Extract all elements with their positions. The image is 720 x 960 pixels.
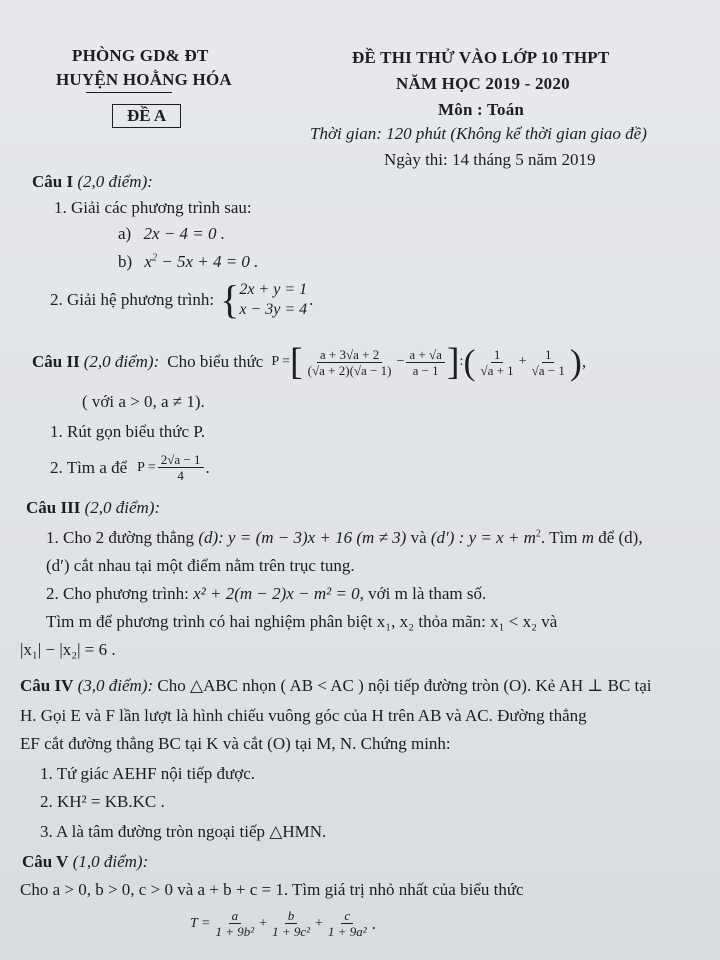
q2-f2-den: a − 1 [412,362,439,378]
q5-fraction-1 [212,908,257,939]
equation-system [239,280,307,320]
q1-part2: 2. Giải hệ phương trình: { 2x + y = 1 x − 3y = 4 . [50,277,314,322]
q4-line3: EF cắt đường thẳng BC tại K và cắt (O) tại M, N. Chứng minh: [20,734,451,753]
close-paren: ) [569,342,582,382]
q2-fraction-4 [529,347,568,378]
q2-f1-num: a + 3√a + 2 [317,347,382,363]
q1-part1b-eq-post: − 5x + 4 = 0 . [156,252,259,271]
q3-title: Câu III [26,498,81,517]
q5-t2-den: 1 + 9c² [272,924,311,939]
q2-part2: 2. Tìm a để P = $\frac{2√a - 1}{4}$ . [50,452,210,483]
q2-intro: Cho biểu thức [167,352,264,371]
q3-heading [26,498,160,518]
q2-points: (2,0 điểm): [83,352,160,371]
q5-t1-num: a [229,908,242,924]
duration: Thời gian: 120 phút (Không kể thời gian giao đề) [310,124,647,143]
q2-p-lhs: P = [271,354,291,369]
q3-p2-pre: 2. Cho phương trình: [46,584,189,603]
q1-part1b-label: b) [118,252,133,271]
q4-part3: 3. A là tâm đường tròn ngoại tiếp △HMN. [40,822,327,841]
q4-title: Câu IV [20,676,74,695]
q3-part1-line2: (d′) cắt nhau tại một điểm nằm trên trục tung. [46,556,355,575]
q5-title: Câu V [22,852,69,871]
q4-line2: H. Gọi E và F lần lượt là hình chiếu vuông góc của H trên AB và AC. Đường thẳng [20,706,587,725]
q2-f2-num: a + √a [406,347,445,363]
q5-t2-num: b [285,908,298,924]
q1-part1a-label: a) [118,224,132,243]
q1-part1b-eq-pre: x [144,252,152,271]
q2-part1: 1. Rút gọn biểu thức P. [50,422,206,441]
q2-part2-text: 2. Tìm a để [50,457,128,477]
system-eq2: x − 3y = 4 [239,301,308,318]
q1-part1: 1. Giải các phương trình sau: [54,198,252,217]
q3-p2-post: , với m là tham số. [359,584,487,603]
q3-p2-eq: x² + 2(m − 2)x − m² = 0 [193,584,360,603]
q5-line1: Cho a > 0, b > 0, c > 0 và a + b + c = 1. Tìm giá trị nhỏ nhất của biểu thức [20,880,524,899]
q5-heading [22,852,148,872]
exam-code-box: ĐỀ A [112,104,181,128]
header-underline [86,92,172,93]
q5-fraction-2 [269,908,313,939]
q5-points: (1,0 điểm): [72,852,149,871]
q5-expression: T = $\frac{a}{\text{1 + 9b²}}$ + $\frac{b}{\text{1 + 9c²}}$ + $\frac{c}{\text{1 + 9a²}}$ . [190,908,376,939]
q5-t-lhs: T = [190,915,211,931]
q1-title: Câu I [32,172,74,191]
q2-f3-num: 1 [491,347,504,363]
q3-part2b-line2: |x₁| − |x₂| = 6 . [20,640,116,659]
q1-part1a [118,224,225,244]
q3-p1-text-e: . Tìm [540,528,578,547]
q3-p1-line-d: (d): y = (m − 3)x + 16 (m ≠ 3) [198,528,407,547]
q3-points: (2,0 điểm): [84,498,161,517]
system-eq1: 2x + y = 1 [239,281,308,298]
q1-points: (2,0 điểm): [77,172,153,191]
exam-date: Ngày thi: 14 tháng 5 năm 2019 [384,150,596,169]
open-bracket: [ [290,341,303,383]
exam-title: ĐỀ THI THỬ VÀO LỚP 10 THPT [352,48,610,67]
q3-p1-text-a: 1. Cho 2 đường thẳng [46,528,195,547]
q2-fraction-1 [305,347,395,378]
q2-part2-num: 2√a − 1 [158,452,204,468]
q4-points: (3,0 điểm): [77,676,154,695]
q2-f3-den: √a + 1 [480,362,514,378]
q5-t3-num: c [341,908,353,924]
school-year: NĂM HỌC 2019 - 2020 [396,74,570,93]
q5-fraction-3 [325,908,370,939]
system-brace: { [220,277,240,322]
q4-line1-text: Cho △ABC nhọn ( AB < AC ) nội tiếp đường tròn (O). Kẻ AH ⊥ BC tại [157,676,652,695]
q2-f4-den: √a − 1 [531,362,565,378]
q2-condition: ( với a > 0, a ≠ 1). [82,392,205,411]
q3-p1-text-c: và [410,528,427,547]
q2-fraction-3 [477,347,516,378]
q1-part2-text: 2. Giải hệ phương trình: [50,290,215,309]
dept-line1: PHÒNG GD& ĐT [72,46,209,65]
q3-part2 [46,584,486,604]
close-bracket: ] [446,341,460,383]
q2-part2-fraction [158,452,204,483]
q5-t1-den: 1 + 9b² [215,924,255,939]
subject: Môn : Toán [438,100,525,119]
q5-t3-den: 1 + 9a² [327,924,367,939]
q3-p1-line-d-prime: (d′) : y = x + m [430,528,536,547]
q2-f1-den: (√a + 2)(√a − 1) [307,362,392,378]
q3-p1-text-g: để (d), [598,528,643,547]
q2-fraction-2 [406,347,445,378]
q2-title: Câu II [32,352,80,371]
q2-f4-num: 1 [542,347,555,363]
q2-part2-lhs: P = [137,459,156,475]
q3-part2b-line1: Tìm m để phương trình có hai nghiệm phân biệt x₁, x₂ thỏa mãn: x₁ < x₂ và [46,612,558,631]
q4-part1: 1. Tứ giác AEHF nội tiếp được. [40,764,256,783]
q3-part1-line1: 1. Cho 2 đường thẳng (d): y = (m − 3)x + 16 (m ≠ 3) và (d′) : $y = x + m^2$. Tìm m để (d), [46,528,643,547]
q1-part1a-eq: 2x − 4 = 0 . [143,224,225,243]
q2-heading: Câu II (2,0 điểm): Cho biểu thức P = [ $\frac{a + 3√a + 2}{(√a + 2)(√a - 1)}$ − $\frac{a + √a}{a - 1}$ ] : ( $\frac{1}{√a + 1}$ + $\frac{1}{√a - 1}$ ) , [32,341,587,383]
q1-part1b: b) $x^2 - 5x + 4 = 0$ . [118,252,259,271]
q3-p1-text-f: m [581,528,594,547]
q2-part2-den: 4 [177,468,184,483]
open-paren: ( [463,342,476,382]
q4-part2: 2. KH² = KB.KC . [40,792,165,811]
q4-line1 [20,676,652,696]
q1-heading [32,172,153,192]
dept-line2: HUYỆN HOẰNG HÓA [56,70,232,89]
